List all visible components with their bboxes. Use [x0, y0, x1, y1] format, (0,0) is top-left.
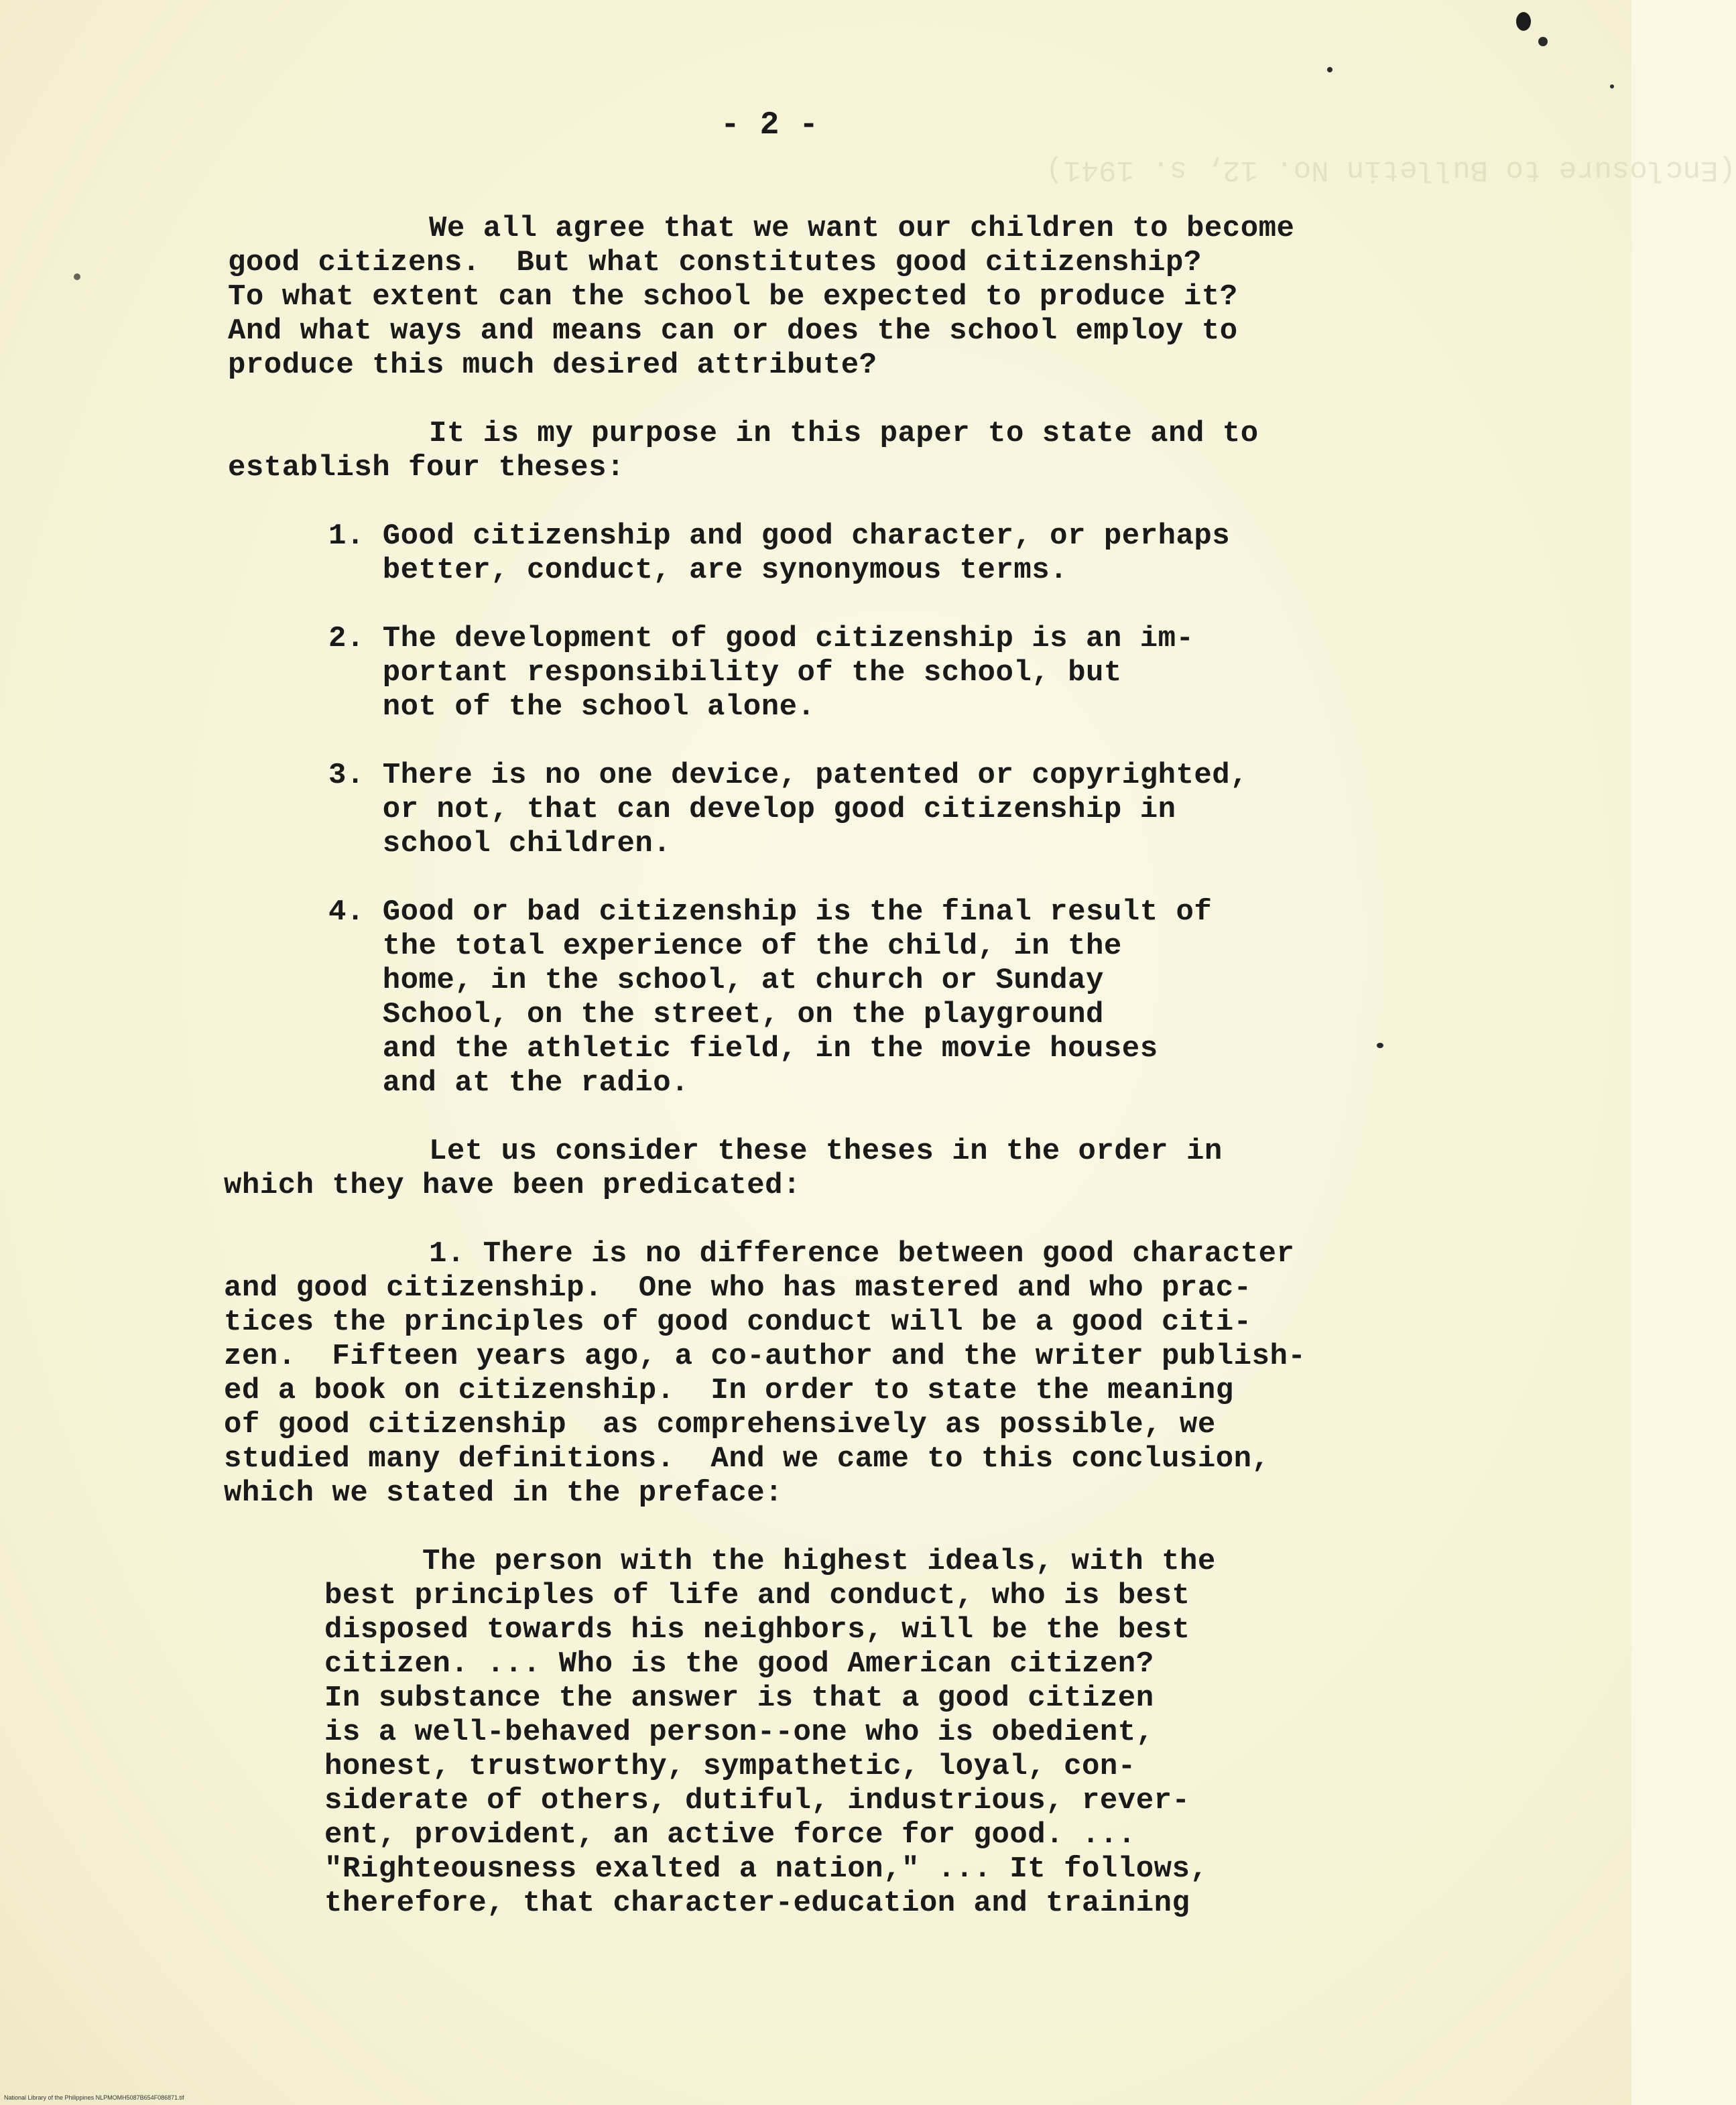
text-line: 1. Good citizenship and good character, or perhaps	[328, 519, 1231, 553]
text-line: ed a book on citizenship. In order to state the meaning	[224, 1374, 1234, 1407]
text-line: which they have been predicated:	[224, 1169, 801, 1202]
text-line: School, on the street, on the playground	[328, 998, 1104, 1031]
text-line: 2. The development of good citizenship is an im-	[328, 622, 1194, 655]
bleed-through-text: (Enclosure to Bulletin No. 12, s. 1941)	[1046, 153, 1736, 186]
text-line: best principles of life and conduct, who is best	[324, 1579, 1190, 1612]
text-line: "Righteousness exalted a nation," ... It follows,	[324, 1852, 1208, 1886]
text-line: siderate of others, dutiful, industrious, rever-	[324, 1784, 1190, 1817]
ink-speck-mark	[74, 273, 80, 280]
page-number: - 2 -	[721, 107, 819, 143]
text-line: and the athletic field, in the movie houses	[328, 1032, 1158, 1066]
text-line: citizen. ... Who is the good American citizen?	[324, 1647, 1154, 1681]
text-line: of good citizenship as comprehensively as possible, we	[224, 1408, 1216, 1442]
text-line: ent, provident, an active force for good. ...	[324, 1818, 1136, 1852]
text-line: And what ways and means can or does the school employ to	[228, 314, 1238, 348]
text-line: which we stated in the preface:	[224, 1476, 784, 1510]
ink-speck-mark	[1538, 37, 1548, 46]
text-line: In substance the answer is that a good citizen	[324, 1681, 1154, 1715]
text-line: and at the radio.	[328, 1066, 690, 1100]
text-line: honest, trustworthy, sympathetic, loyal, con-	[324, 1750, 1136, 1783]
text-line: good citizens. But what constitutes good citizenship?	[228, 246, 1202, 279]
text-line: 1. There is no difference between good character	[429, 1237, 1295, 1271]
text-line: better, conduct, are synonymous terms.	[328, 554, 1068, 587]
text-line: tices the principles of good conduct will be a good citi-	[224, 1305, 1252, 1339]
text-line: Let us consider these theses in the order in	[429, 1135, 1223, 1168]
text-line: or not, that can develop good citizenship in	[328, 793, 1176, 826]
ink-blot-mark	[1516, 12, 1531, 31]
text-line: zen. Fifteen years ago, a co-author and the writer publish-	[224, 1340, 1306, 1373]
text-line: 4. Good or bad citizenship is the final result of	[328, 895, 1213, 929]
ink-speck-mark	[1327, 67, 1332, 72]
text-line: not of the school alone.	[328, 690, 816, 724]
text-line: is a well-behaved person--one who is obedient,	[324, 1716, 1154, 1749]
text-line: home, in the school, at church or Sunday	[328, 964, 1104, 997]
text-line: therefore, that character-education and training	[324, 1887, 1190, 1920]
text-line: establish four theses:	[228, 451, 625, 485]
text-line: the total experience of the child, in the	[328, 930, 1122, 963]
text-line: We all agree that we want our children to become	[429, 212, 1295, 245]
text-line: portant responsibility of the school, but	[328, 656, 1122, 690]
text-line: 3. There is no one device, patented or copyrighted,	[328, 759, 1249, 792]
text-line: school children.	[328, 827, 672, 860]
text-line: It is my purpose in this paper to state and to	[429, 417, 1259, 450]
ink-speck-mark	[1377, 1043, 1383, 1048]
text-line: disposed towards his neighbors, will be the best	[324, 1613, 1190, 1647]
text-line: The person with the highest ideals, with the	[422, 1545, 1216, 1578]
text-line: studied many definitions. And we came to this conclusion,	[224, 1442, 1270, 1476]
text-line: and good citizenship. One who has mastered and who prac-	[224, 1271, 1252, 1305]
archive-footer: National Library of the Philippines NLPMOMH5087B654F086871.tif	[4, 2094, 184, 2101]
text-line: To what extent can the school be expected to produce it?	[228, 280, 1238, 314]
text-line: produce this much desired attribute?	[228, 348, 877, 382]
ink-speck-mark	[1610, 84, 1614, 88]
